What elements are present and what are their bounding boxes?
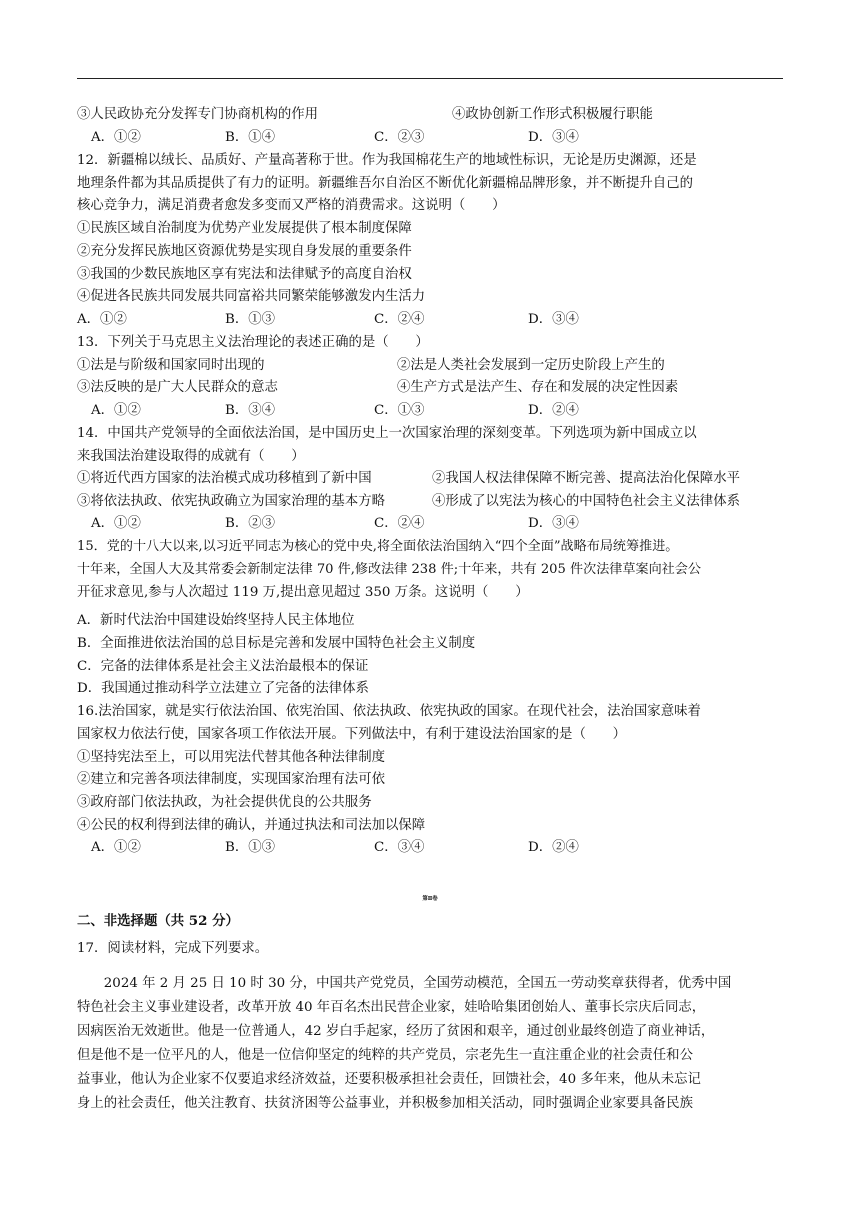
q12-option-3: ③我国的少数民族地区享有宪法和法律赋予的高度自治权 bbox=[77, 267, 412, 282]
q17-material-line-6: 身上的社会责任，他关注教育、扶贫济困等公益事业，并积极参加相关活动，同时强调企业家要具备民族 bbox=[77, 1096, 693, 1111]
q15-option-a: A．新时代法治中国建设始终坚持人民主体地位 bbox=[77, 613, 355, 628]
q17-material-line-4: 但是他不是一位平凡的人，他是一位信仰坚定的纯粹的共产党员，宗老先生一直注重企业的社会责任和公 bbox=[77, 1048, 693, 1063]
q14-option-4: ④形成了以宪法为核心的中国特色社会主义法律体系 bbox=[432, 494, 740, 509]
q15-stem-line-2: 十年来，全国人大及其常委会新制定法律 70 件,修改法律 238 件;十年来，共有 205 件次法律草案向社会公 bbox=[77, 562, 701, 577]
q15-stem-line-3: 开征求意见,参与人次超过 119 万,提出意见超过 350 万条。这说明（ ） bbox=[77, 585, 529, 600]
q14-choice-a: A．①② bbox=[91, 516, 141, 531]
q14-choice-c: C．②④ bbox=[374, 516, 425, 531]
q16-choice-b: B．①③ bbox=[225, 840, 276, 855]
q13-option-4: ④生产方式是法产生、存在和发展的决定性因素 bbox=[397, 380, 679, 395]
q11-choice-b: B．①④ bbox=[225, 130, 276, 145]
part2-heading: 二、非选择题（共 52 分） bbox=[77, 913, 239, 929]
q11-choice-a: A．①② bbox=[91, 130, 141, 145]
q12-stem-line-3: 核心竞争力，满足消费者愈发多变而又严格的消费需求。这说明（ ） bbox=[77, 198, 506, 213]
q13-option-2: ②法是人类社会发展到一定历史阶段上产生的 bbox=[397, 358, 665, 373]
q13-choice-a: A．①② bbox=[91, 403, 141, 418]
q16-option-3: ③政府部门依法执政，为社会提供优良的公共服务 bbox=[77, 795, 372, 810]
q13-stem: 13．下列关于马克思主义法治理论的表述正确的是（ ） bbox=[77, 335, 429, 350]
q14-option-1: ①将近代西方国家的法治模式成功移植到了新中国 bbox=[77, 471, 372, 486]
q17-stem: 17．阅读材料，完成下列要求。 bbox=[77, 941, 269, 956]
q13-choice-b: B．③④ bbox=[225, 403, 276, 418]
q12-choice-c: C．②④ bbox=[374, 312, 425, 327]
q16-choice-c: C．③④ bbox=[374, 840, 425, 855]
q12-stem-line-2: 地理条件都为其品质提供了有力的证明。新疆维吾尔自治区不断优化新疆棉品牌形象，并不断提升自己的 bbox=[77, 176, 693, 191]
q12-choice-a: A．①② bbox=[77, 312, 127, 327]
q11-option-3: ③人民政协充分发挥专门协商机构的作用 bbox=[77, 107, 319, 122]
q12-option-1: ①民族区域自治制度为优势产业发展提供了根本制度保障 bbox=[77, 221, 412, 236]
q13-option-3: ③法反映的是广大人民群众的意志 bbox=[77, 380, 278, 395]
q13-option-1: ①法是与阶级和国家同时出现的 bbox=[77, 358, 265, 373]
q16-option-2: ②建立和完善各项法律制度，实现国家治理有法可依 bbox=[77, 772, 385, 787]
q15-option-c: C．完备的法律体系是社会主义法治最根本的保证 bbox=[77, 659, 369, 674]
q16-stem-line-2: 国家权力依法行使，国家各项工作依法开展。下列做法中，有利于建设法治国家的是（ ） bbox=[77, 727, 627, 742]
q13-choice-d: D．②④ bbox=[528, 403, 579, 418]
q14-choice-d: D．③④ bbox=[528, 516, 579, 531]
q17-material-line-3: 因病医治无效逝世。他是一位普通人，42 岁白手起家，经历了贫困和艰辛，通过创业最终创造了商业神话， bbox=[77, 1024, 715, 1039]
q12-choice-b: B．①③ bbox=[225, 312, 276, 327]
q16-choice-a: A．①② bbox=[91, 840, 141, 855]
header-rule bbox=[77, 78, 783, 79]
q16-stem-line-1: 16.法治国家，就是实行依法治国、依宪治国、依法执政、依宪执政的国家。在现代社会，法治国家意味着 bbox=[77, 704, 701, 719]
q17-material-line-5: 益事业，他认为企业家不仅要追求经济效益，还要积极承担社会责任，回馈社会，40 多年来，他从未忘记 bbox=[77, 1072, 701, 1087]
q15-stem-line-1: 15．党的十八大以来,以习近平同志为核心的党中央,将全面依法治国纳入“四个全面”战略布局统筹推进。 bbox=[77, 539, 679, 554]
q17-material-line-1: 2024 年 2 月 25 日 10 时 30 分，中国共产党党员，全国劳动模范，全国五一劳动奖章获得者，优秀中国 bbox=[77, 976, 732, 991]
q14-choice-b: B．②③ bbox=[225, 516, 276, 531]
q12-option-2: ②充分发挥民族地区资源优势是实现自身发展的重要条件 bbox=[77, 244, 412, 259]
q15-option-d: D．我国通过推动科学立法建立了完备的法律体系 bbox=[77, 681, 369, 696]
q12-choice-d: D．③④ bbox=[528, 312, 579, 327]
q16-choice-d: D．②④ bbox=[528, 840, 579, 855]
q11-choice-c: C．②③ bbox=[374, 130, 425, 145]
q13-choice-c: C．①③ bbox=[374, 403, 425, 418]
q17-material-line-2: 特色社会主义事业建设者，改革开放 40 年百名杰出民营企业家，娃哈哈集团创始人、董事长宗庆后同志， bbox=[77, 1000, 706, 1015]
q16-option-1: ①坚持宪法至上，可以用宪法代替其他各种法律制度 bbox=[77, 750, 385, 765]
q14-option-2: ②我国人权法律保障不断完善、提高法治化保障水平 bbox=[432, 471, 740, 486]
q14-stem-line-2: 来我国法治建设取得的成就有（ ） bbox=[77, 449, 305, 464]
q15-option-b: B．全面推进依法治国的总目标是完善和发展中国特色社会主义制度 bbox=[77, 636, 476, 651]
q16-option-4: ④公民的权利得到法律的确认，并通过执法和司法加以保障 bbox=[77, 818, 426, 833]
q11-option-4: ④政协创新工作形式积极履行职能 bbox=[452, 107, 653, 122]
q14-stem-line-1: 14．中国共产党领导的全面依法治国，是中国历史上一次国家治理的深刻变革。下列选项为新中国成立以 bbox=[77, 426, 697, 441]
q12-option-4: ④促进各民族共同发展共同富裕共同繁荣能够激发内生活力 bbox=[77, 289, 426, 304]
q12-stem-line-1: 12．新疆棉以绒长、品质好、产量高著称于世。作为我国棉花生产的地域性标识，无论是历史渊源，还是 bbox=[77, 153, 697, 168]
q14-option-3: ③将依法执政、依宪执政确立为国家治理的基本方略 bbox=[77, 494, 385, 509]
q11-choice-d: D．③④ bbox=[528, 130, 579, 145]
part2-title: 第Ⅱ卷 bbox=[422, 896, 438, 902]
